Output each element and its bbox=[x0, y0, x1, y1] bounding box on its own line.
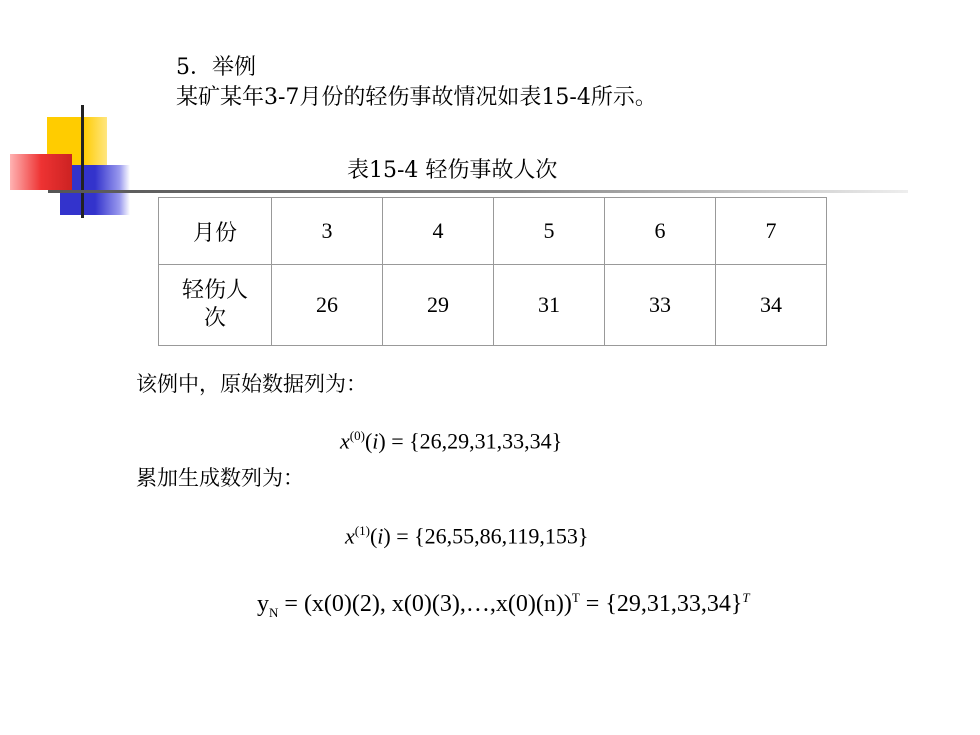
formula-index: i bbox=[372, 428, 379, 454]
deco-red-square bbox=[10, 154, 72, 190]
formula-index: i bbox=[377, 523, 384, 549]
count-cell: 31 bbox=[494, 265, 605, 346]
count-cell: 33 bbox=[605, 265, 716, 346]
month-cell: 4 bbox=[383, 198, 494, 265]
table-row-count bbox=[159, 265, 827, 346]
formula-accumulated-series: $x^{(1)}(i) = \{26,55,86,119,153\}$ bbox=[345, 523, 589, 549]
formula-set: {26,55,86,119,153} bbox=[414, 523, 589, 549]
header-rule bbox=[48, 190, 908, 193]
month-cell: 7 bbox=[716, 198, 827, 265]
formula-transpose: T bbox=[571, 590, 580, 605]
original-series-label: 该例中，原始数据列为： bbox=[136, 372, 367, 396]
formula-set-transpose: T bbox=[742, 590, 750, 605]
formula-original-series: $x^{(0)}(i) = \{26,29,31,33,34\}$ bbox=[340, 428, 563, 454]
formula-superscript: (1) bbox=[354, 523, 370, 538]
formula-superscript: (0) bbox=[349, 428, 365, 443]
section-heading: 5．举例 bbox=[176, 55, 256, 80]
formula-set: {26,29,31,33,34} bbox=[409, 428, 563, 454]
month-cell: 5 bbox=[494, 198, 605, 265]
formula-set: {29,31,33,34} bbox=[605, 591, 743, 617]
deco-vertical-line bbox=[81, 105, 84, 218]
row-header-count-text: 轻伤人次 bbox=[182, 278, 249, 331]
table-row-month bbox=[159, 198, 827, 265]
count-cell: 26 bbox=[272, 265, 383, 346]
month-cell: 3 bbox=[272, 198, 383, 265]
formula-x: x bbox=[345, 523, 355, 549]
count-cell: 34 bbox=[716, 265, 827, 346]
formula-x: x bbox=[340, 428, 350, 454]
count-cell: 29 bbox=[383, 265, 494, 346]
injury-table bbox=[158, 197, 827, 346]
intro-text: 某矿某年3-7月份的轻伤事故情况如表15-4所示。 bbox=[176, 85, 657, 110]
formula-yn-vector: $y_N = (x(0)(2)$, x(0)(3),…,x(0)(n))$^T$ = $\{29,31,33,34\}^T$ bbox=[257, 590, 750, 620]
month-cell: 6 bbox=[605, 198, 716, 265]
row-header-month: 月份 bbox=[159, 198, 272, 265]
row-header-count bbox=[159, 265, 272, 346]
formula-subscript: N bbox=[269, 604, 279, 620]
formula-vector: (x(0)(2), x(0)(3),…,x(0)(n)) bbox=[303, 591, 572, 617]
formula-y: y bbox=[257, 591, 269, 617]
accumulated-label: 累加生成数列为： bbox=[136, 466, 304, 490]
table-caption: 表15-4 轻伤事故人次 bbox=[347, 158, 558, 183]
